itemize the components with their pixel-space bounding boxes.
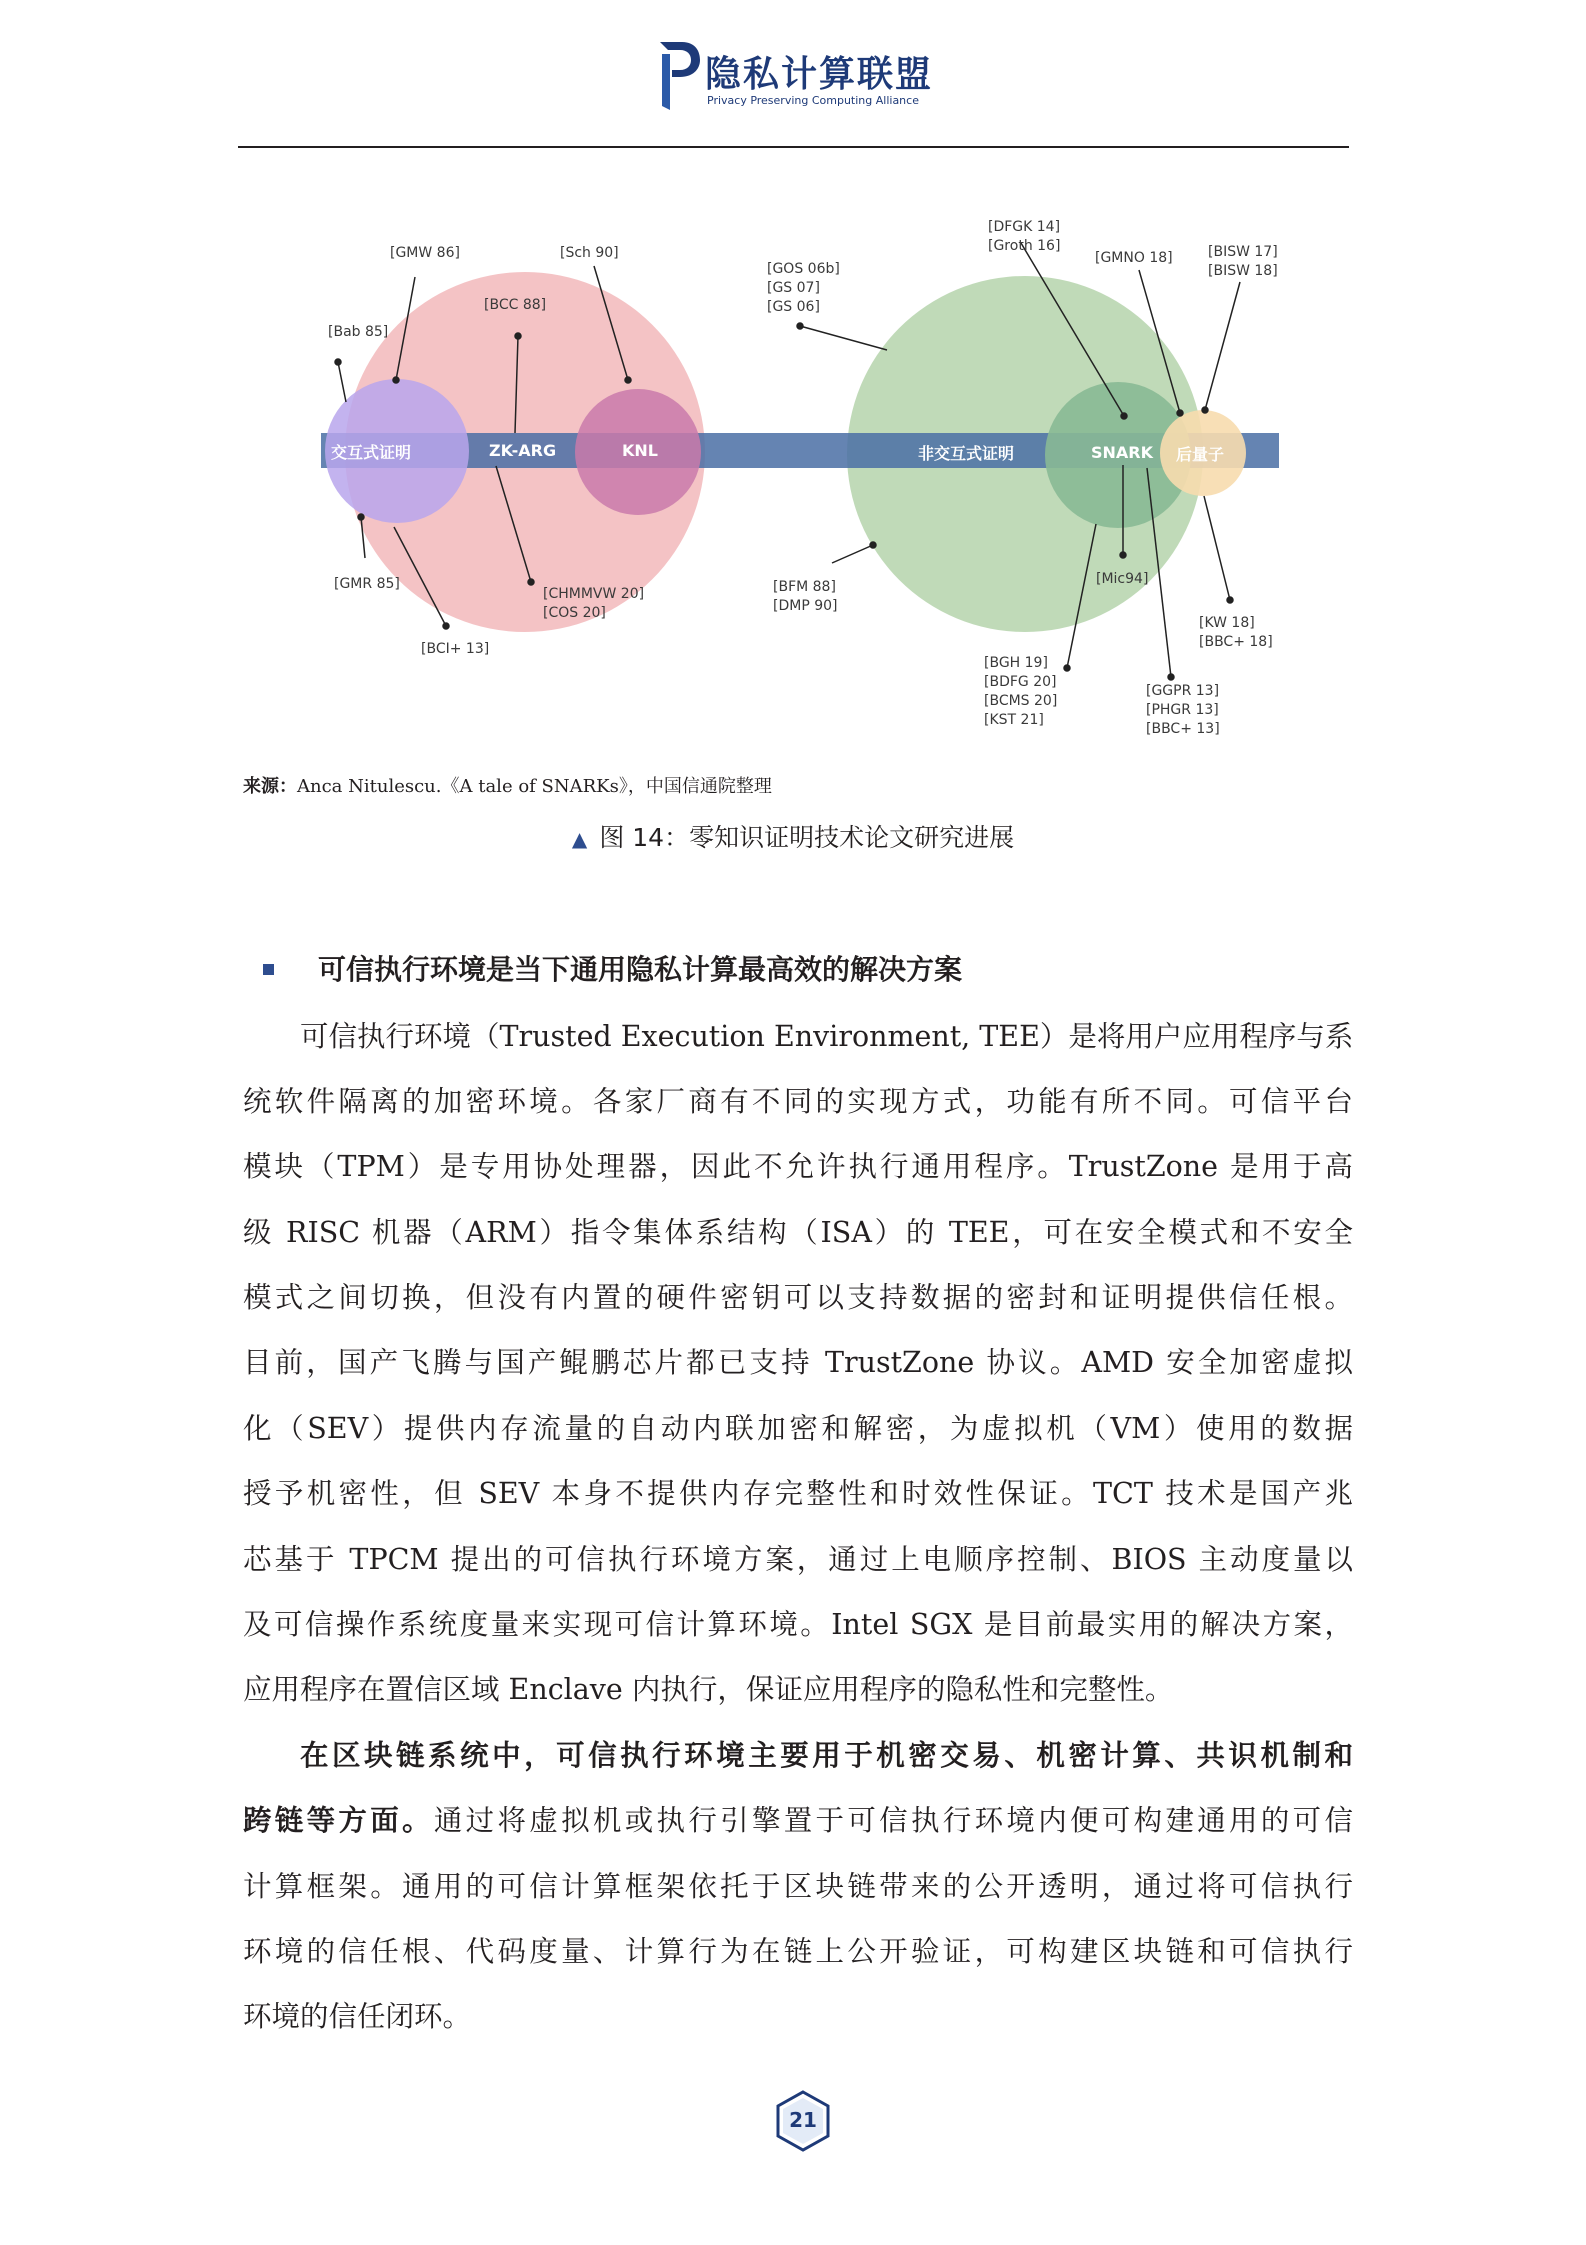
- label-post-quantum: 后量子: [1176, 445, 1225, 464]
- source-label: 来源：: [243, 776, 297, 797]
- ref-bisw17: [BISW 17] [BISW 18]: [1208, 244, 1278, 279]
- ref-ggpr13: [GGPR 13] [PHGR 13] [BBC+ 13]: [1146, 683, 1220, 737]
- paragraph-line: 目前，国产飞腾与国产鲲鹏芯片都已支持 TrustZone 协议。AMD 安全加密虚拟: [243, 1346, 1353, 1379]
- source-text: Anca Nitulescu.《A tale of SNARKs》，中国信通院整理: [297, 776, 772, 797]
- label-interactive-proof: 交互式证明: [331, 443, 412, 462]
- paragraph-line: 授予机密性，但 SEV 本身不提供内存完整性和时效性保证。TCT 技术是国产兆: [243, 1477, 1353, 1510]
- paragraph-line: 应用程序在置信区域 Enclave 内执行，保证应用程序的隐私性和完整性。: [243, 1673, 1174, 1706]
- paragraph-line: 化（SEV）提供内存流量的自动内联加密和解密，为虚拟机（VM）使用的数据: [243, 1412, 1353, 1445]
- caption-triangle-icon: ▲: [571, 827, 588, 851]
- paragraph-line: 环境的信任根、代码度量、计算行为在链上公开验证，可构建区块链和可信执行: [243, 1935, 1353, 1968]
- paragraph-text: 通过将虚拟机或执行引擎置于可信执行环境内便可构建通用的可信: [433, 1804, 1353, 1837]
- paragraph-line: 模块（TPM）是专用协处理器，因此不允许执行通用程序。TrustZone 是用于高: [243, 1150, 1353, 1183]
- org-name-en: Privacy Preserving Computing Alliance: [707, 94, 919, 107]
- ref-gos06b: [GOS 06b] [GS 07] [GS 06]: [767, 261, 840, 315]
- paragraph-line: 统软件隔离的加密环境。各家厂商有不同的实现方式，功能有所不同。可信平台: [243, 1085, 1353, 1118]
- label-snark: SNARK: [1091, 443, 1154, 462]
- ref-bgh19: [BGH 19] [BDFG 20] [BCMS 20] [KST 21]: [984, 655, 1058, 728]
- ref-bab85: [Bab 85]: [328, 324, 389, 340]
- ref-kw18: [KW 18] [BBC+ 18]: [1199, 615, 1273, 650]
- ref-bci13: [BCI+ 13]: [421, 641, 490, 657]
- zk-proof-diagram: [0, 0, 1586, 760]
- page-number: 21: [789, 2108, 817, 2132]
- ref-gmr85: [GMR 85]: [334, 576, 400, 592]
- label-non-interactive-proof: 非交互式证明: [918, 444, 1015, 463]
- paragraph-line: 模式之间切换，但没有内置的硬件密钥可以支持数据的密封和证明提供信任根。: [243, 1281, 1353, 1314]
- paragraph-line: [300, 1736, 1353, 1776]
- paragraph-line: 及可信操作系统度量来实现可信计算环境。Intel SGX 是目前最实用的解决方案，: [243, 1608, 1353, 1641]
- caption-text: 图 14：零知识证明技术论文研究进展: [599, 823, 1015, 852]
- label-zk-arg: ZK-ARG: [489, 441, 557, 460]
- ref-bfm88: [BFM 88] [DMP 90]: [773, 579, 838, 614]
- org-name-cn: 隐私计算联盟: [705, 54, 934, 95]
- ref-gmno18: [GMNO 18]: [1095, 250, 1173, 266]
- ref-gmw86: [GMW 86]: [390, 245, 460, 261]
- figure-source: [243, 772, 772, 798]
- paragraph-line: 计算框架。通用的可信计算框架依托于区块链带来的公开透明，通过将可信执行: [243, 1870, 1353, 1903]
- ref-dfgk14: [DFGK 14] [Groth 16]: [988, 219, 1061, 254]
- paragraph-line: 芯基于 TPCM 提出的可信执行环境方案，通过上电顺序控制、BIOS 主动度量以: [243, 1543, 1353, 1576]
- paragraph-line: [243, 1801, 1353, 1841]
- section-heading: 可信执行环境是当下通用隐私计算最高效的解决方案: [318, 953, 963, 986]
- ref-sch90: [Sch 90]: [560, 245, 619, 261]
- figure-caption: [0, 818, 1586, 854]
- bold-lead: 在区块链系统中，可信执行环境主要用于机密交易、机密计算、共识机制和: [300, 1739, 1353, 1772]
- label-knl: KNL: [622, 441, 658, 460]
- bold-lead-tail: 跨链等方面。: [243, 1804, 434, 1837]
- paragraph-line: 环境的信任闭环。: [243, 2000, 472, 2033]
- ref-bcc88: [BCC 88]: [484, 297, 547, 313]
- ref-chmmvw20: [CHMMVW 20] [COS 20]: [543, 586, 645, 621]
- paragraph-line: 可信执行环境（Trusted Execution Environment, TEE）是将用户应用程序与系: [300, 1020, 1354, 1053]
- paragraph-line: 级 RISC 机器（ARM）指令集体系结构（ISA）的 TEE，可在安全模式和不安全: [243, 1216, 1353, 1249]
- square-bullet-icon: [263, 964, 274, 975]
- diagram-graphics: [0, 0, 1586, 760]
- ref-mic94: [Mic94]: [1096, 571, 1149, 587]
